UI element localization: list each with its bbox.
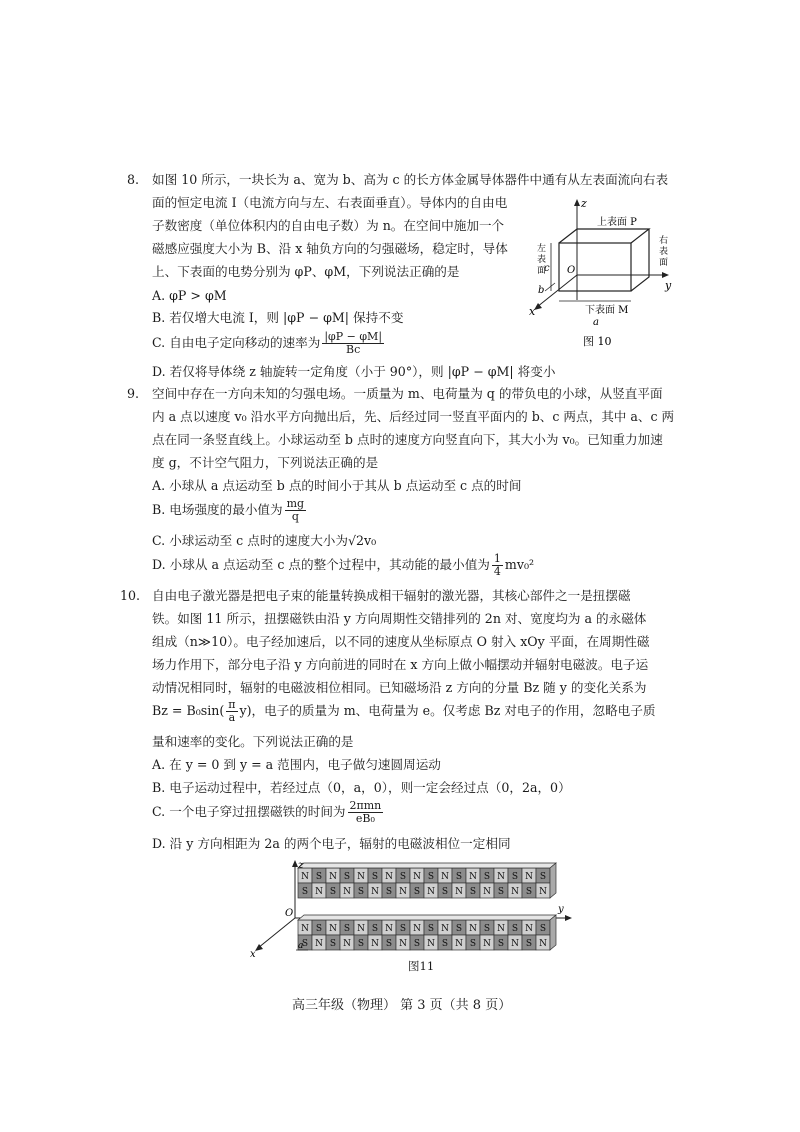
q10-line6-text: Bz = B₀sin( [152,703,225,718]
fig11-top-magnet-cell-label: S [371,872,379,882]
q8-line4: 磁感应强度大小为 B、沿 x 轴负方向的匀强磁场，稳定时，导体 [152,241,508,256]
fig11-top-magnet-cell-label: S [413,887,421,897]
q8-option-d: D. 若仅将导体绕 z 轴旋转一定角度（小于 90°），则 |φP − φM| 将变小 [152,364,556,379]
fig11-top-magnet-cell-label: S [301,887,309,897]
q9-option-a: A. 小球从 a 点运动至 b 点的时间小于其从 b 点运动至 c 点的时间 [152,478,522,493]
fig11-bottom-magnet-cell-label: N [539,939,547,949]
fig10-right-label-1: 右 [659,236,669,246]
fig11-bottom-magnet-cell-label: N [315,939,323,949]
q9-option-d-tail: mv₀² [504,557,535,572]
fig10-b-label: b [538,285,545,296]
fig11-top-magnet-cell-label: S [357,887,365,897]
fig10-origin-label: O [567,265,576,276]
q10-option-c-denominator: eB₀ [355,812,375,825]
q10-option-d: D. 沿 y 方向相距为 2a 的两个电子，辐射的电磁波相位一定相同 [152,836,511,851]
fig11-top-magnet-cell-label: S [427,872,435,882]
fig11-bottom-magnet-array [298,915,556,950]
fig11-top-magnet-cell-label: S [385,887,393,897]
fig10-b-dim [545,283,555,291]
q9-option-c: C. 小球运动至 c 点时的速度大小为√2v₀ [152,533,377,548]
fig11-top-magnet-cell-label: N [301,872,309,882]
q9-line3: 点在同一条竖直线上。小球运动至 b 点时的速度方向竖直向下，其大小为 v₀。已知重力加速 [152,432,663,447]
q8-option-c-text: C. 自由电子定向移动的速率为 [152,335,321,350]
q10-line2: 铁。如图 11 所示，扭摆磁铁由沿 y 方向周期性交错排列的 2n 对、宽度均为 a 的永磁体 [152,611,647,626]
fig11-bottom-magnet-cell-label: N [399,939,407,949]
fig11-bottom-magnet-cell-label: S [483,924,491,934]
fig11-top-magnet-cell-label: N [399,887,407,897]
fig11-bottom-magnet-cell-label: N [511,939,519,949]
fig11-y-label: y [558,904,564,915]
q9-option-b-text: B. 电场强度的最小值为 [152,502,283,517]
q9-option-d-text: D. 小球从 a 点运动至 c 点的整个过程中，其动能的最小值为 [152,557,490,572]
q8-line2: 面的恒定电流 I（电流方向与左、右表面垂直）。导体内的自由电 [152,195,508,210]
fig11-bottom-magnet-cell-label: N [413,924,421,934]
q9-option-d-fraction [492,553,503,578]
q10-line6-tail: y)，电子的质量为 m、电荷量为 e。仅考虑 Bz 对电子的作用，忽略电子质 [239,703,656,718]
fig10-y-arrow [662,272,669,278]
fig11-top-magnet-cell-label: S [497,887,505,897]
fig11-bottom-magnet-cell-label: N [525,924,533,934]
fig10-left-label-2: 表 [537,255,547,265]
q10-number: 10. [120,588,141,603]
q8-option-b: B. 若仅增大电流 I，则 |φP − φM| 保持不变 [152,310,404,325]
fig11-top-magnet-cell-label: S [315,872,323,882]
fig11-bottom-magnet-cell-label: N [455,939,463,949]
fig11-y-arrow [565,915,572,921]
q10-line6-denominator: a [228,711,236,724]
fig11-bottom-magnet-cell-label: N [441,924,449,934]
fig11-top-magnet-cell-label: N [497,872,505,882]
fig11-origin-label: O [285,908,294,919]
fig11-bottom-magnet-cell-label: S [497,939,505,949]
fig11-x-axis [258,918,295,948]
fig11-z-label: z [298,860,304,871]
fig11-top-magnet-cell-label: S [469,887,477,897]
q10-option-c-numerator: 2πmn [349,799,382,812]
fig11-bottom-magnet-cell-label: S [301,939,309,949]
fig11-bottom-magnet-cell-label: N [469,924,477,934]
fig11-top-magnet-cell-label: S [525,887,533,897]
q10-option-b: B. 电子运动过程中，若经过点（0，a，0），则一定会经过点（0，2a，0） [152,780,571,795]
fig11-bottom-magnet-cell-label: N [371,939,379,949]
fig11-top-magnet-cell-label: S [399,872,407,882]
fig11-bottom-magnet-cell-label: N [497,924,505,934]
fig11-bottom-magnet-cell-label: S [455,924,463,934]
fig11-top-magnet-cell-label: N [469,872,477,882]
fig11-x-label: x [250,949,256,958]
fig10-box-top [559,229,649,243]
fig11-top-magnet-cell-label: N [371,887,379,897]
q10-line7: 量和速率的变化。下列说法正确的是 [152,734,354,749]
q10-line6-fraction [226,699,237,724]
q8-number: 8. [127,172,140,187]
fig10-c-label: c [544,263,550,274]
fig11-bottom-magnet-cell-label: S [315,924,323,934]
fig11-top-magnet-cell-label: N [315,887,323,897]
q10-option-a: A. 在 y = 0 到 y = a 范围内，电子做匀速圆周运动 [152,757,441,772]
q10-option-c-text: C. 一个电子穿过扭摆磁铁的时间为 [152,804,346,819]
fig11-bottom-magnet-cell-label: N [385,924,393,934]
fig11-top-magnet-cell-label: S [511,872,519,882]
fig11-top-magnet-cell-label: N [539,887,547,897]
fig11-top-magnet-cell-label: N [483,887,491,897]
q10-option-c [152,800,385,825]
q9-option-d [152,553,534,578]
q8-line1: 如图 10 所示，一块长为 a、宽为 b、高为 c 的长方体金属导体器件中通有从左表面流向右表 [152,172,669,187]
fig11-top-magnet-cell-label: S [329,887,337,897]
fig11-top-magnet-cell-label: N [329,872,337,882]
fig10-caption: 图 10 [583,335,612,348]
fig10-y-label: y [665,279,672,292]
fig11-top-magnet-cell-label: S [343,872,351,882]
fig11-bottom-magnet-cell-label: S [427,924,435,934]
fig11-bottom-magnet-cell-label: N [427,939,435,949]
fig11-bottom-magnet-cell-label: S [371,924,379,934]
fig11-bottom-magnet-cell-label: S [385,939,393,949]
page-footer: 高三年级（物理） 第 3 页（共 8 页） [292,998,512,1013]
fig10-x-label: x [529,305,536,318]
fig11-bottom-magnet-top-face [298,915,556,920]
fig11-bottom-magnet-cell-label: N [483,939,491,949]
fig11-top-magnet-side-face [550,863,556,898]
fig11-bottom-magnet-cell-label: S [469,939,477,949]
q9-option-b-fraction [285,498,306,523]
fig11-top-magnet-cell-label: S [441,887,449,897]
q8-option-c-fraction [322,331,384,356]
fig11-top-magnet-cell-label: S [455,872,463,882]
q10-line5: 动情况相同时，辐射的电磁波相位相同。已知磁场沿 z 方向的分量 Bz 随 y 的变化关系为 [152,680,647,695]
fig11-bottom-magnet-cell-label: S [525,939,533,949]
q9-option-b-numerator: mg [286,497,305,510]
q9-option-d-numerator: 1 [493,552,501,565]
fig10-box-side [631,229,649,291]
fig11-caption: 图11 [408,959,435,973]
fig10-right-label-3: 面 [659,258,669,268]
fig11-top-magnet-cell-label: N [525,872,533,882]
fig10-left-label-1: 左 [537,244,547,254]
fig11-bottom-magnet-cell-label: S [399,924,407,934]
fig11-bottom-magnet-cell-label: N [329,924,337,934]
fig11-top-magnet-cell-label: N [441,872,449,882]
fig11-bottom-magnet-cell-label: S [441,939,449,949]
q8-line3: 子数密度（单位体积内的自由电子数）为 n。在空间中施加一个 [152,218,505,233]
q8-line5: 上、下表面的电势分别为 φP、φM，下列说法正确的是 [152,264,460,279]
fig11-top-magnet-cell-label: S [483,872,491,882]
fig11-bottom-magnet-cell-label: S [357,939,365,949]
fig11-top-magnet-top-face [298,863,556,868]
q10-line6-numerator: π [228,698,236,711]
fig10-left-label-3: 面 [537,266,547,276]
fig10-bottom-label: 下表面 M [585,305,629,316]
fig11-top-magnet-cell-label: N [427,887,435,897]
fig11-bottom-magnet-cell-label: N [343,939,351,949]
fig11-bottom-magnet-cell-label: N [357,924,365,934]
q10-line4: 场力作用下，部分电子沿 y 方向前进的同时在 x 方向上做小幅摆动并辐射电磁波。电子运 [152,657,649,672]
fig10-z-arrow [574,199,580,206]
fig11-bottom-magnet-cell-label: S [329,939,337,949]
q10-line1: 自由电子激光器是把电子束的能量转换成相干辐射的激光器，其核心部件之一是扭摆磁 [152,588,631,603]
q9-line4: 度 g，不计空气阻力，下列说法正确的是 [152,455,379,470]
q9-option-b-denominator: q [291,510,299,523]
fig11-bottom-magnet-cell-label: S [539,924,547,934]
fig11-top-magnet-cell-label: S [539,872,547,882]
fig10-a-label: a [593,317,599,328]
fig11-top-magnet-cell-label: N [455,887,463,897]
fig11-bottom-magnet-cell-label: S [511,924,519,934]
fig10-right-label-2: 表 [659,247,669,257]
fig11-top-magnet-array [298,863,556,898]
fig11-bottom-magnet-cell-label: S [343,924,351,934]
fig11-top-magnet-cell-label: N [357,872,365,882]
q8-option-c-denominator: Bc [346,343,361,356]
fig11-a-label: a [298,941,304,951]
q10-option-c-fraction [348,800,384,825]
fig10-top-label: 上表面 P [597,217,637,228]
fig11-bottom-magnet-cell-label: S [413,939,421,949]
q9-option-b [152,498,308,523]
figure-11 [250,858,580,958]
fig11-top-magnet-cell-label: N [343,887,351,897]
q9-option-d-denominator: 4 [493,565,501,578]
fig11-top-magnet-cell-label: N [413,872,421,882]
fig11-top-magnet-cell-label: N [511,887,519,897]
q10-line6 [152,699,655,724]
q10-line3: 组成（n≫10）。电子经加速后，以不同的速度从坐标原点 O 射入 xOy 平面，在周期性磁 [152,634,650,649]
q9-line2: 内 a 点以速度 v₀ 沿水平方向抛出后，先、后经过同一竖直平面内的 b、c 两点，其中 a、c 两 [152,409,675,424]
q9-line1: 空间中存在一方向未知的匀强电场。一质量为 m、电荷量为 q 的带负电的小球，从竖直平面 [152,386,663,401]
q8-option-c [152,331,386,356]
q8-option-a: A. φP > φM [152,288,227,303]
fig11-bottom-magnet-side-face [550,915,556,950]
fig11-bottom-magnet-cell-label: N [301,924,309,934]
figure-10 [525,195,680,350]
fig10-z-label: z [581,197,587,210]
q8-option-c-numerator: |φP − φM| [324,330,383,343]
q9-number: 9. [127,386,140,401]
fig11-top-magnet-cell-label: N [385,872,393,882]
